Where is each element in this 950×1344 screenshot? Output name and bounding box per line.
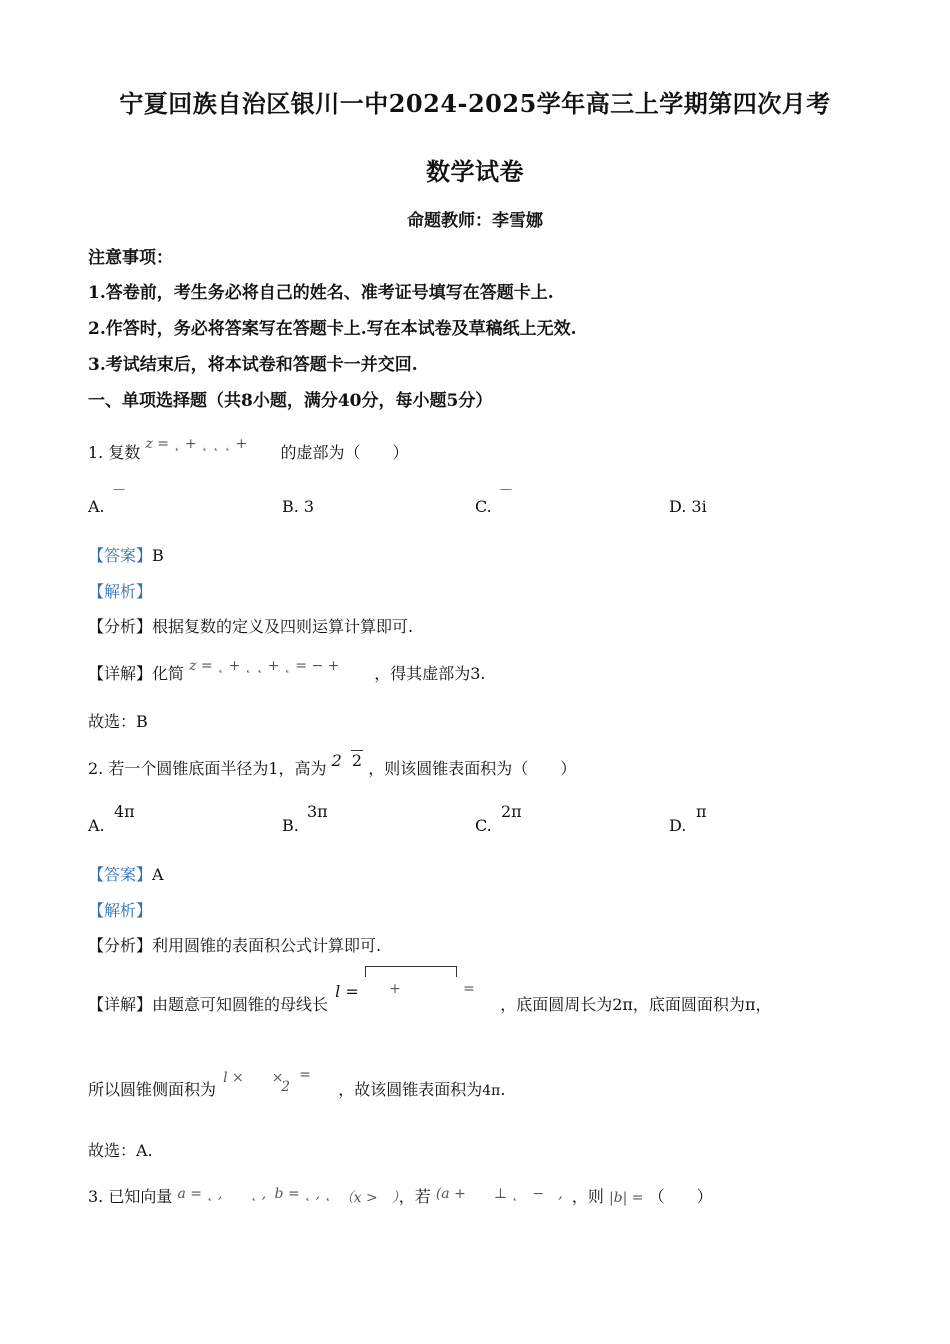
question-3-cond2: ，若 <box>398 1187 431 1206</box>
q1-detail-prefix: 【详解】化简 <box>88 664 185 683</box>
q2-lateral-formula-text: l × × <box>223 1070 284 1086</box>
question-3-perp: (a + ⊥ ˛ − , <box>435 1186 563 1202</box>
q2-option-b-value: 3π <box>307 802 328 821</box>
question-3-then: ，则 <box>571 1187 604 1206</box>
q2-conclusion: 故选：A. <box>88 1141 153 1160</box>
q2-option-c-label: C. <box>475 816 492 835</box>
note-item-3: 3.考试结束后，将本试卷和答题卡一并交回. <box>88 355 418 375</box>
q1-option-a-label: A. <box>88 497 105 516</box>
question-2 <box>88 751 577 779</box>
q2-lateral-formula <box>221 1067 333 1095</box>
q1-option-c: C. <box>475 497 492 516</box>
q2-fenxi: 【分析】利用圆锥的表面积公式计算即可. <box>88 936 382 955</box>
q1-answer-value: B <box>152 546 164 565</box>
q2-answer-tag: 【答案】 <box>88 865 153 884</box>
q2-lateral <box>88 1067 506 1100</box>
q1-option-a <box>88 497 105 516</box>
q2-lateral-suffix: ，故该圆锥表面积为 <box>338 1080 483 1099</box>
q2-option-a-label: A. <box>88 816 105 835</box>
exam-title: 宁夏回族自治区银川一中2024-2025学年高三上学期第四次月考 <box>119 89 831 118</box>
question-2-prefix: 2. 若一个圆锥底面半径为1，高为 <box>88 759 327 778</box>
question-1 <box>88 436 409 463</box>
note-item-1: 1.答卷前，考生务必将自己的姓名、准考证号填写在答题卡上. <box>88 283 554 303</box>
section-heading: 一、单项选择题（共8小题，满分40分，每小题5分） <box>88 391 493 411</box>
q2-circumference: 2π <box>612 995 633 1014</box>
question-3-abs-b: |b| = <box>608 1190 644 1206</box>
q1-detail-suffix: ，得其虚部为3. <box>374 664 486 683</box>
notes-heading: 注意事项： <box>88 248 173 268</box>
q2-detail-mid2: ，底面圆面积为 <box>632 995 745 1014</box>
q2-answer-value: A <box>152 865 164 884</box>
q2-formula-eq: = <box>463 981 475 997</box>
q1-option-b: B. 3 <box>282 497 315 516</box>
q2-formula-plus: + <box>389 981 401 997</box>
q2-analysis-tag: 【解析】 <box>88 901 153 920</box>
q1-option-c-mark: — <box>500 482 512 496</box>
question-3-prefix: 3. 已知向量 <box>88 1187 173 1206</box>
q2-detail <box>88 981 772 1015</box>
q1-detail-formula: z = ˛ + ˛ ˛ + ˛ = − + <box>189 658 340 674</box>
q2-answer <box>88 862 164 885</box>
q1-detail <box>88 658 486 684</box>
question-2-height: 2 <box>331 751 342 770</box>
q2-area: π <box>744 995 756 1014</box>
q1-fenxi: 【分析】根据复数的定义及四则运算计算即可. <box>88 617 414 636</box>
q2-formula-l: l = <box>335 982 359 1001</box>
q2-detail-mid: ，底面圆周长为 <box>500 995 613 1014</box>
question-3-cond: （x > ） <box>339 1190 399 1206</box>
q1-answer-tag: 【答案】 <box>88 546 153 565</box>
question-1-formula: z = ˛ + ˛ ˛ ˛ + <box>145 436 248 452</box>
author-line: 命题教师：李雪娜 <box>407 211 543 231</box>
q1-option-d: D. 3i <box>669 497 707 516</box>
question-2-suffix: ，则该圆锥表面积为（ ） <box>368 759 577 778</box>
question-3 <box>88 1184 713 1207</box>
q1-answer <box>88 543 164 566</box>
q1-conclusion: 故选：B <box>88 712 148 731</box>
question-2-height-root: 2 <box>351 751 363 770</box>
q2-lateral-eq: = <box>299 1067 311 1083</box>
q2-total: 4π <box>482 1083 501 1099</box>
q2-detail-formula <box>333 981 495 1010</box>
q2-lateral-end: . <box>500 1080 506 1099</box>
q2-option-d-label: D. <box>669 816 687 835</box>
question-1-suffix: 的虚部为（ ） <box>280 443 409 462</box>
q2-option-d-value: π <box>696 802 707 821</box>
note-item-2: 2.作答时，务必将答案写在答题卡上.写在本试卷及草稿纸上无效. <box>88 319 577 339</box>
q1-analysis-tag: 【解析】 <box>88 582 153 601</box>
exam-subject-title: 数学试卷 <box>426 157 524 186</box>
q2-option-c-value: 2π <box>501 802 522 821</box>
q2-option-b-label: B. <box>282 816 299 835</box>
q1-option-a-mark: — <box>113 482 125 496</box>
q2-formula-radical <box>365 966 457 977</box>
question-3-b: b = ˛ , ˛ <box>274 1186 332 1202</box>
q2-detail-end: ， <box>755 995 772 1014</box>
q2-lateral-prefix: 所以圆锥侧面积为 <box>88 1080 217 1099</box>
question-3-a: a = ˛ , ˛ , <box>177 1186 267 1202</box>
q2-detail-prefix: 【详解】由题意可知圆锥的母线长 <box>88 995 329 1014</box>
q2-lateral-den: 2 <box>281 1079 291 1095</box>
question-1-prefix: 1. 复数 <box>88 443 141 462</box>
q2-option-a-value: 4π <box>114 802 135 821</box>
question-3-suffix: （ ） <box>648 1187 713 1206</box>
